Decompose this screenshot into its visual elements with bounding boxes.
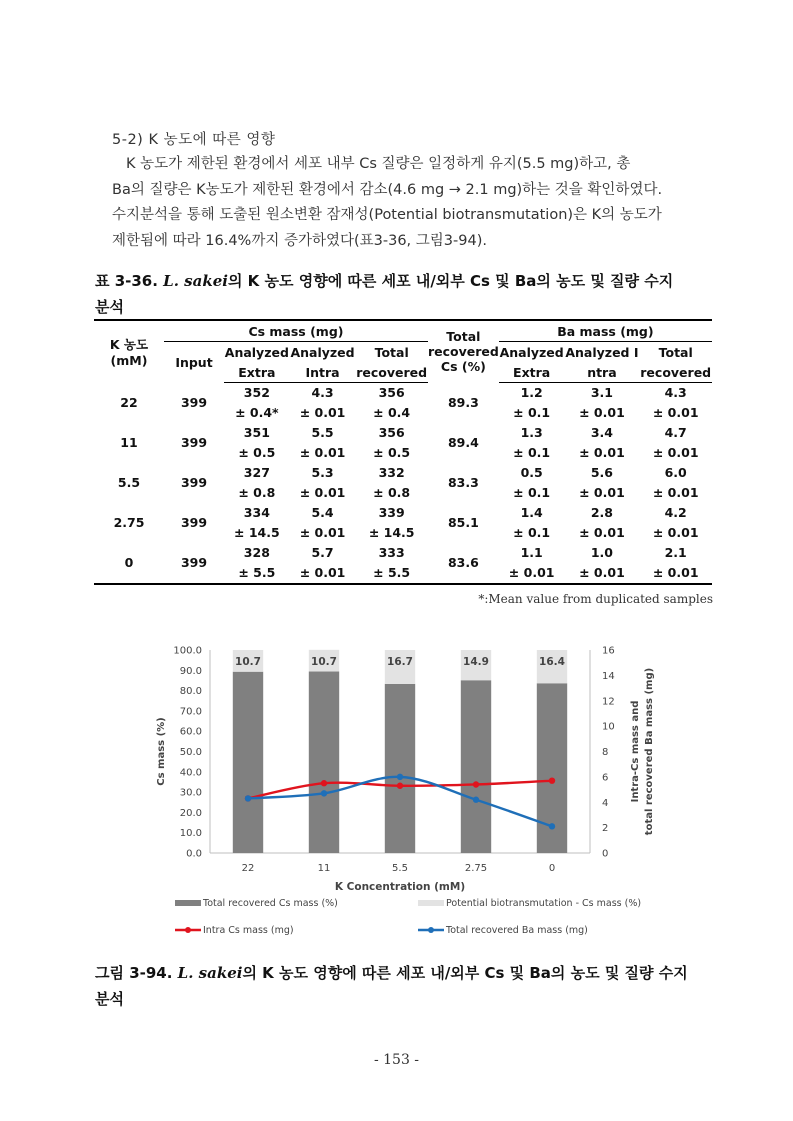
cell-error: ± 0.1 [513,485,551,500]
bar-total-recovered-cs [385,684,415,853]
cell-error: ± 0.1 [513,525,551,540]
cell-recovered: 89.3 [447,394,479,410]
line-intra-cs-point [473,781,479,787]
cell-error: ± 0.5 [238,445,276,460]
cell-value: 4.3 [311,385,334,400]
y2-tick-label: 14 [602,670,615,682]
cell-value: 5.6 [590,465,614,480]
cell-recovered: 83.6 [428,543,499,584]
cell-value: 3.1 [590,385,614,400]
header-text: K 농도 [109,337,149,353]
y-tick-label: 50.0 [179,747,202,758]
y2-tick-label: 8 [602,747,609,758]
bar-data-label: 16.7 [387,656,413,668]
table-footnote: *:Mean value from duplicated samples [478,592,713,606]
cell-k-concentration: 2.75 [113,515,145,530]
section-heading: 5-2) K 농도에 따른 영향 [112,132,276,148]
cell-value: 334 [243,505,270,520]
col-header-input: Input [175,354,213,370]
cell-error: ± 0.01 [652,525,699,540]
line-total-ba-point [321,790,327,796]
col-group-ba: Ba mass (mg) [499,320,712,342]
bar-total-recovered-cs [461,680,491,853]
bar-data-label: 10.7 [311,655,337,668]
cell-value: 6.0 [664,465,687,480]
cell-value: 0.5 [520,465,543,480]
y2-tick-label: 10 [602,721,615,733]
cell-k-concentration: 5.5 [117,475,141,490]
cell-value: 5.7 [311,545,334,560]
cell-error: ± 0.01 [299,485,346,500]
cell-error: ± 0.01 [652,445,699,460]
cell-recovered: 89.4 [447,435,479,450]
cell-value: 1.1 [520,545,543,560]
col-header-cs-total: recovered [355,362,428,383]
y-tick-label: 0.0 [186,848,202,860]
cell-error: ± 0.01 [639,563,712,584]
cell-value: 1.4 [520,505,543,520]
cell-error: ± 14.5 [234,525,280,540]
line-intra-cs-point [549,777,555,783]
cell-error: ± 0.01 [652,485,699,500]
y-tick-label: 70.0 [179,706,202,718]
paragraph-line: 수지분석을 통해 도출된 원소변환 잠재성(Potential biotransmutation)은 K의 농도가 [112,207,662,223]
cell-error: ± 0.01 [299,405,346,420]
cell-k-concentration: 11 [120,435,138,450]
bar-data-label: 16.4 [539,656,565,668]
cell-error: ± 0.01 [579,405,625,420]
cell-error: ± 0.1 [513,445,551,460]
caption-text: 의 K 농도 영향에 따른 세포 내/외부 Cs 및 Ba의 농도 및 질량 수지 [242,964,688,982]
cell-error: ± 0.8 [373,485,411,500]
legend-swatch [175,900,201,906]
cell-input: 399 [180,394,208,410]
header-text: recovered [427,344,499,360]
x-tick-label: 11 [317,863,331,874]
cell-value: 4.3 [664,385,687,400]
line-total-ba-point [473,797,479,803]
y-tick-label: 40.0 [179,767,202,779]
cell-value: 1.2 [520,385,543,400]
caption-text: 분석 [95,990,124,1008]
col-group-cs: Cs mass (mg) [164,320,428,342]
cell-value: 1.0 [590,545,614,560]
cell-value: 352 [243,385,270,400]
cell-input: 399 [180,475,208,490]
y2-tick-label: 0 [602,848,609,860]
cell-error: ± 0.01 [579,445,625,460]
caption-prefix: 그림 3-94. [95,964,178,982]
legend-swatch [418,900,444,906]
mass-balance-table [94,319,712,585]
header-text: Cs (%) [440,359,486,375]
combo-chart [150,640,670,940]
y2-axis-title: Intra-Cs mass and [630,700,641,803]
cell-error: ± 0.01 [579,485,625,500]
y2-tick-label: 6 [602,772,609,784]
caption-prefix: 표 3-36. [95,272,164,290]
y2-tick-label: 16 [602,645,615,657]
cell-input: 399 [164,543,224,584]
cell-error: ± 0.01 [290,563,356,584]
cell-error: ± 0.01 [564,563,639,584]
cell-value: 356 [378,425,405,440]
col-header-k [94,320,164,383]
y2-axis-title: total recovered Ba mass (mg) [644,667,655,836]
col-header-cs-extra: Extra [224,362,290,383]
col-header-ba-extra: Analyzed [499,344,564,360]
page-number: - 153 - [373,1052,420,1068]
cell-value: 332 [378,465,405,480]
header-text: (mM) [110,353,148,369]
y-tick-label: 60.0 [179,726,202,738]
cell-recovered: 83.3 [447,475,479,490]
bar-data-label: 14.9 [463,656,489,668]
cell-input: 399 [180,435,208,450]
col-header-cs-intra: Analyzed [290,344,355,360]
x-tick-label: 0 [548,863,556,874]
legend-marker [185,927,191,933]
cell-error: ± 5.5 [224,563,290,584]
body-paragraph [112,152,717,254]
cell-value: 4.7 [664,425,687,440]
cell-recovered: 85.1 [447,515,479,530]
y-axis-title: Cs mass (%) [156,717,167,786]
col-header-ba-extra: Extra [499,362,565,383]
cell-value: 2.8 [590,505,614,520]
x-tick-label: 22 [241,863,255,874]
line-intra-cs-point [321,780,327,786]
cell-value: 339 [378,505,405,520]
cell-value: 2.1 [664,545,687,560]
cell-value: 351 [243,425,270,440]
cell-error: ± 0.8 [238,485,276,500]
legend-label: Total recovered Cs mass (%) [203,898,338,909]
y-tick-label: 10.0 [179,828,202,840]
y-tick-label: 20.0 [179,807,202,819]
col-header-cs-intra: Intra [290,362,356,383]
bar-data-label: 10.7 [235,656,261,668]
table-row [94,503,712,523]
table-row [94,543,712,563]
x-tick-label: 5.5 [392,863,408,874]
table-row [94,383,712,404]
cell-error: ± 5.5 [355,563,428,584]
bar-total-recovered-cs [233,672,263,853]
cell-error: ± 0.01 [652,405,699,420]
paragraph-line: 제한됨에 따라 16.4%까지 증가하였다(표3-36, 그림3-94). [112,232,487,249]
species-name: L. sakei [163,272,228,290]
cell-value: 1.3 [520,425,543,440]
line-intra-cs-point [397,783,403,789]
table-caption [95,268,715,320]
legend-marker [428,927,434,933]
line-total-ba-point [397,774,403,780]
cell-value: 5.4 [311,505,334,520]
table-row [94,463,712,483]
legend-label: Potential biotransmutation - Cs mass (%) [446,898,642,909]
line-total-ba-point [549,823,555,829]
y-tick-label: 90.0 [179,665,202,677]
cell-value: 327 [243,465,270,480]
col-header-ba-intra: Analyzed I [565,344,639,360]
cell-k-concentration: 0 [94,543,164,584]
cell-error: ± 0.01 [299,525,346,540]
cell-value: 333 [378,545,405,560]
cell-value: 3.4 [590,425,614,440]
cell-error: ± 0.01 [499,563,565,584]
x-tick-label: 2.75 [464,863,488,874]
cell-error: ± 0.01 [579,525,625,540]
cell-error: ± 0.5 [373,445,411,460]
cell-value: 5.5 [311,425,334,440]
figure-caption [95,960,715,1012]
cell-error: ± 0.4 [373,405,411,420]
cell-error: ± 14.5 [368,525,415,540]
cell-value: 5.3 [311,465,334,480]
y2-tick-label: 4 [602,797,609,809]
y-tick-label: 30.0 [179,787,202,799]
table-row [94,423,712,443]
caption-text: 의 K 농도 영향에 따른 세포 내/외부 Cs 및 Ba의 농도 및 질량 수지 [227,272,674,290]
y2-tick-label: 2 [602,823,609,835]
col-header-ba-intra: ntra [564,362,639,383]
cell-value: 356 [378,385,405,400]
y-tick-label: 100.0 [173,645,202,657]
legend-label: Intra Cs mass (mg) [203,925,294,936]
legend-label: Total recovered Ba mass (mg) [446,925,588,936]
col-header-cs-extra: Analyzed [224,344,289,360]
cell-error: ± 0.1 [513,405,551,420]
y-tick-label: 80.0 [179,686,202,698]
header-text: Total [446,329,481,345]
y2-tick-label: 12 [602,696,615,708]
species-name: L. sakei [177,964,243,982]
cell-error: ± 0.4* [235,405,279,420]
paragraph-line: K 농도가 제한된 환경에서 세포 내부 Cs 질량은 일정하게 유지(5.5 mg)하고, 총 [126,156,631,172]
col-header-cs-total: Total [374,344,409,360]
col-header-total-recovered [428,320,499,383]
x-axis-title: K Concentration (mM) [334,881,466,893]
cell-value: 328 [243,545,270,560]
cell-value: 4.2 [664,505,687,520]
col-header-ba-total: Total [658,344,693,360]
caption-text: 분석 [95,298,124,316]
cell-input: 399 [180,515,208,530]
bar-total-recovered-cs [309,672,339,853]
paragraph-line: Ba의 질량은 K농도가 제한된 환경에서 감소(4.6 mg → 2.1 mg)하는 것을 확인하였다. [112,181,663,198]
col-header-ba-total: recovered [639,362,712,383]
line-total-ba-point [245,795,251,801]
cell-error: ± 0.01 [299,445,346,460]
cell-k-concentration: 22 [120,394,138,410]
